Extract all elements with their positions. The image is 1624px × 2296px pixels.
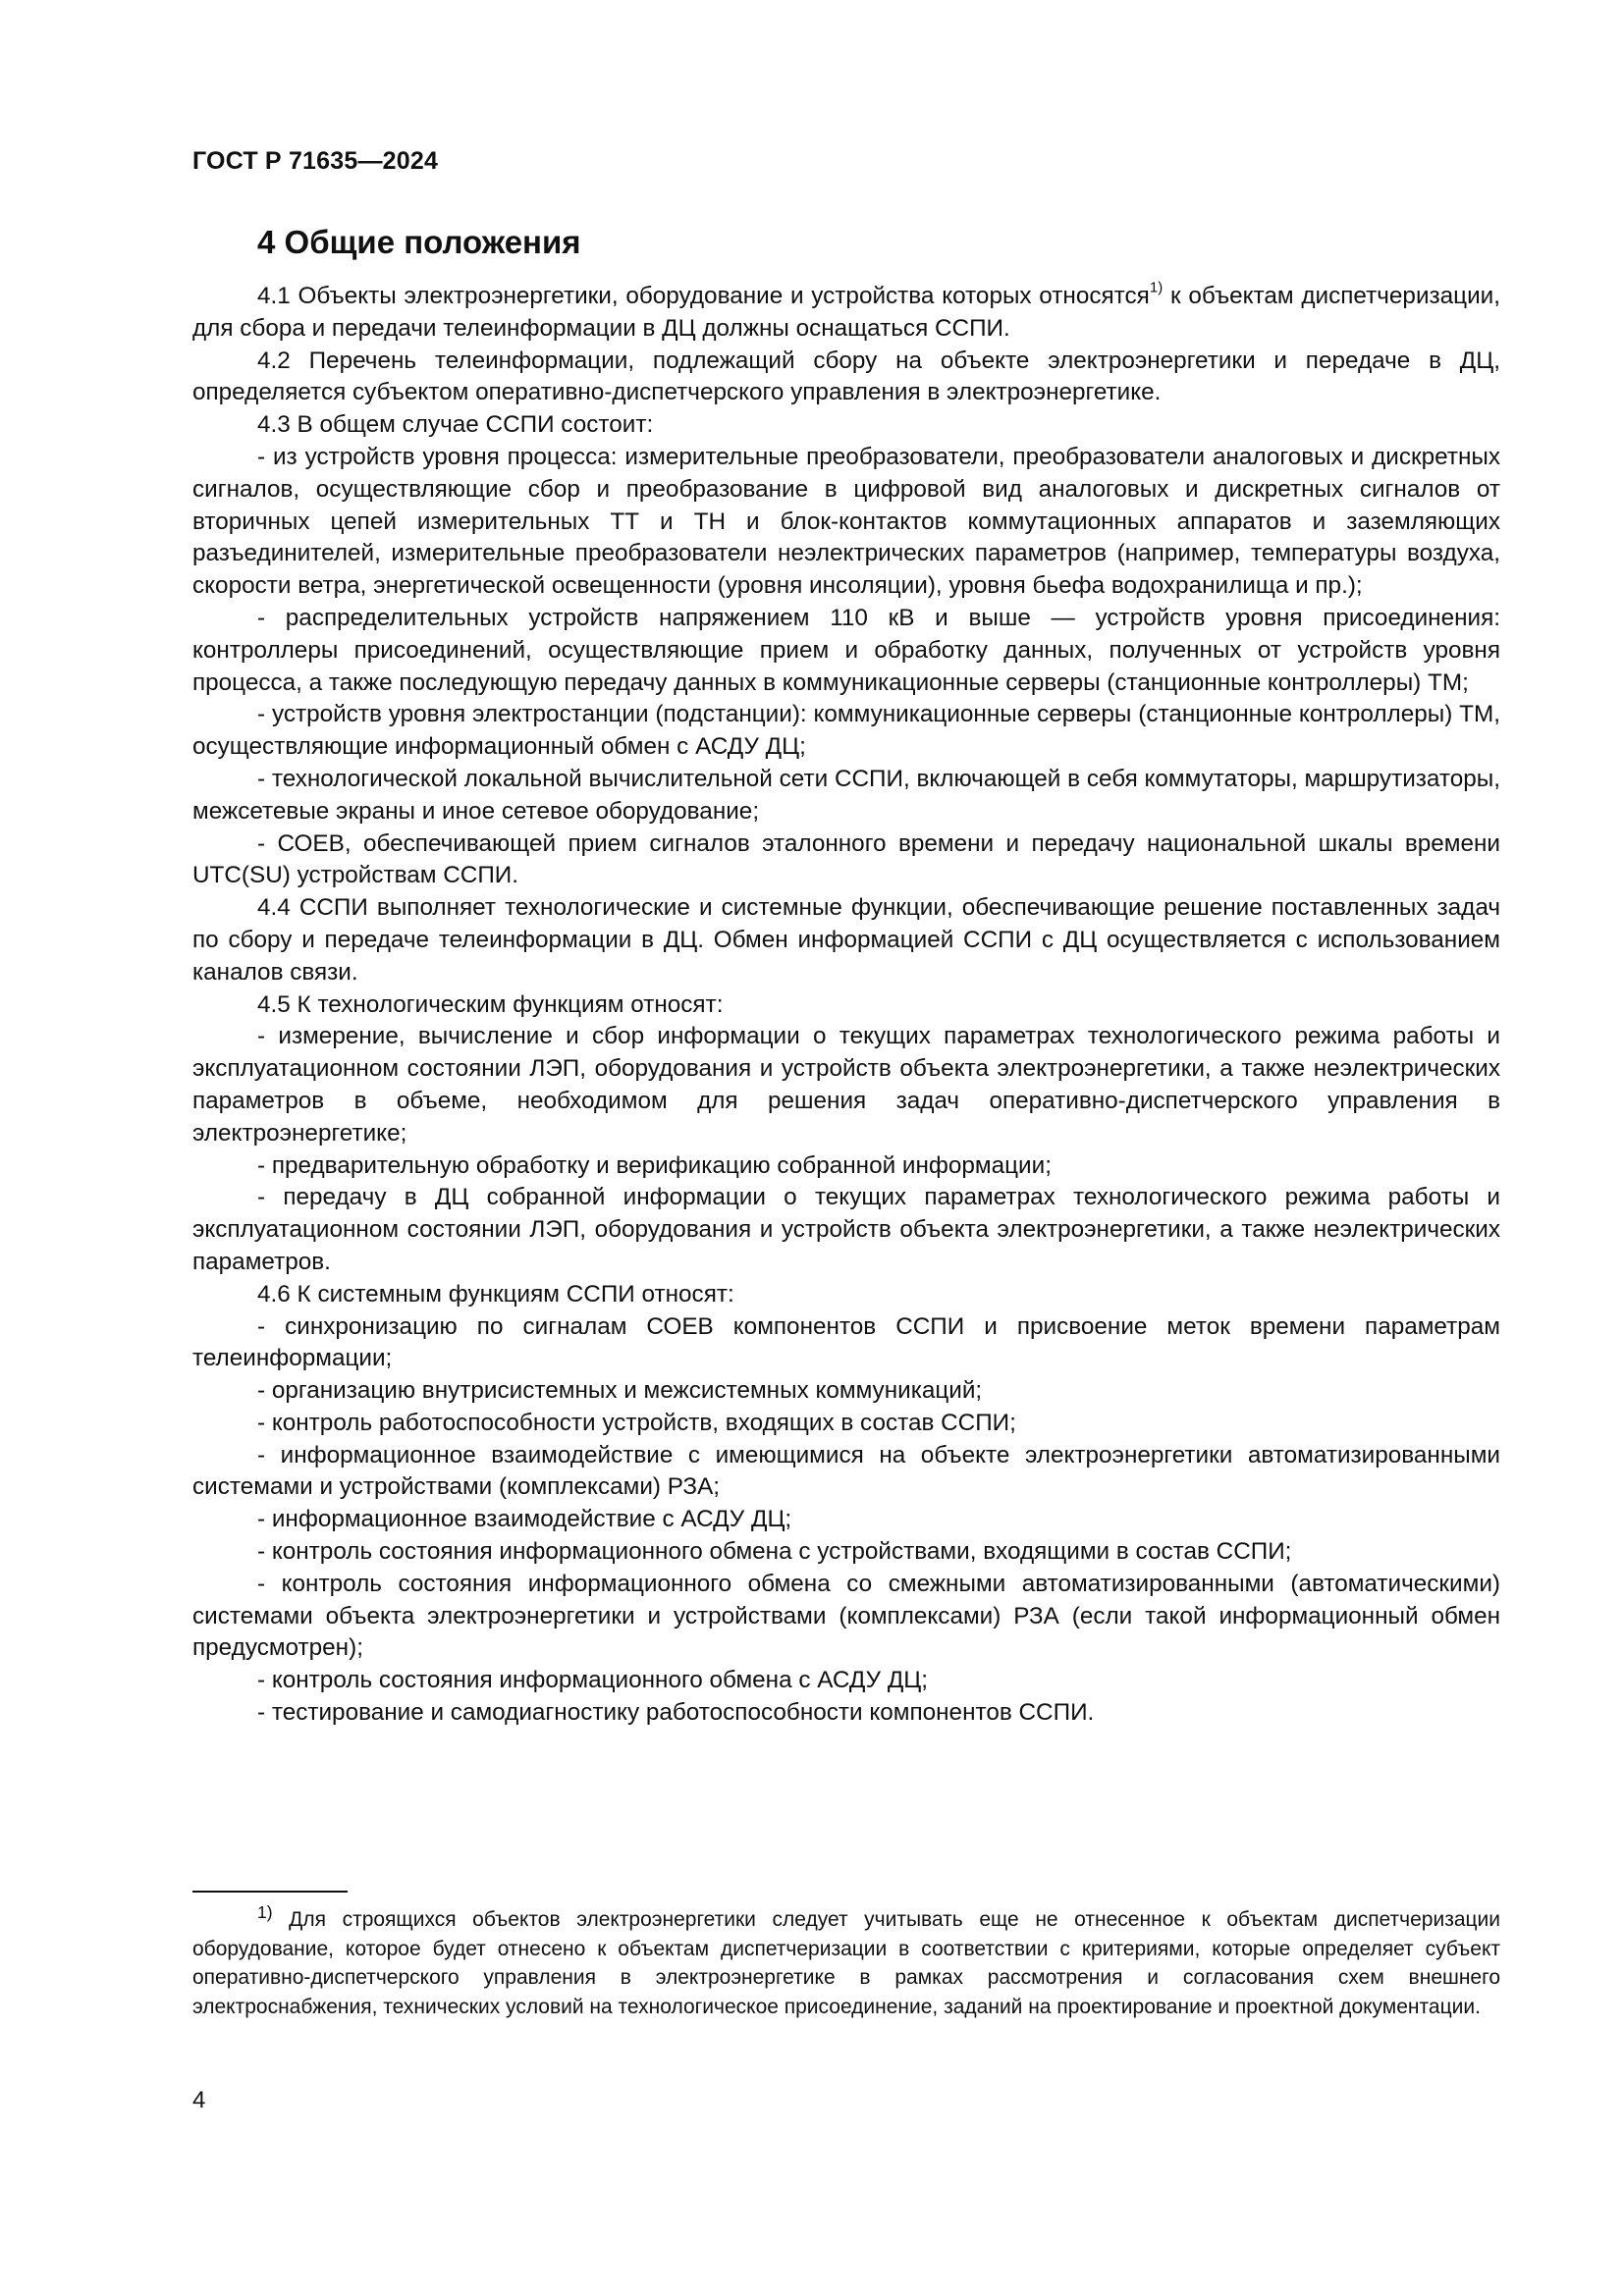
page-number: 4 bbox=[192, 2087, 206, 2113]
paragraph-4-1 bbox=[192, 281, 1500, 346]
paragraph-text: К технологическим функциям относят: bbox=[297, 990, 724, 1018]
section-heading: 4 Общие положения bbox=[257, 224, 581, 260]
paragraph-4-5 bbox=[192, 989, 1500, 1022]
footnote-marker: 1) bbox=[257, 1902, 273, 1922]
list-item: - организацию внутрисистемных и межсистемных коммуникаций; bbox=[257, 1377, 983, 1405]
list-item: - контроль состояния информационного обмена со смежными автоматизированными (автоматическими) системами объекта электроэнергетики и устройствами (комплексами) РЗА (если такой информационный обмен предусмотрен); bbox=[192, 1570, 1500, 1662]
footnote-reference: 1) bbox=[1149, 279, 1164, 296]
list-item: - контроль состояния информационного обмена с устройствами, входящими в состав ССПИ; bbox=[257, 1538, 1292, 1566]
paragraph-4-4 bbox=[192, 892, 1500, 988]
paragraph-number: 4.6 bbox=[257, 1280, 291, 1308]
paragraph-number: 4.1 bbox=[257, 283, 291, 309]
list-item: - технологической локальной вычислительной сети ССПИ, включающей в себя коммутаторы, маршрутизаторы, межсетевые экраны и иное сетевое оборудование; bbox=[192, 765, 1500, 825]
paragraph-4-6 bbox=[192, 1279, 1500, 1311]
list-item: - из устройств уровня процесса: измерительные преобразователи, преобразователи аналоговых и дискретных сигналов, осуществляющие сбор и преобразование в цифровой вид аналоговых и дискретных сигналов от вторичных цепей измерительных ТТ и ТН и блок-контактов коммутационных аппаратов и заземляющих разъединителей, измерительные преобразователи неэлектрических параметров (например, температуры воздуха, скорости ветра, энергетической освещенности (уровня инсоляции), уровня бьефа водохранилища и пр.); bbox=[192, 443, 1500, 600]
list-item: - контроль работоспособности устройств, входящих в состав ССПИ; bbox=[257, 1409, 1016, 1436]
footnote-body: Для строящихся объектов электроэнергетики следует учитывать еще не отнесенное к объектам диспетчеризации оборудование, которое будет отнесено к объектам диспетчеризации в соответствии с критериями, которые определяет субъект оперативно-диспетчерского управления в электроэнергетике в рамках рассмотрения и согласования схем внешнего электроснабжения, технических условий на технологическое присоединение, заданий на проектирование и проектной документации. bbox=[192, 1908, 1500, 2018]
paragraph-number: 4.4 bbox=[257, 894, 291, 922]
list-item: - синхронизацию по сигналам СОЕВ компонентов ССПИ и присвоение меток времени параметрам телеинформации; bbox=[192, 1312, 1500, 1372]
list-item: - СОЕВ, обеспечивающей прием сигналов эталонного времени и передачу национальной шкалы времени UTC(SU) устройствам ССПИ. bbox=[192, 829, 1500, 889]
paragraph-4-2 bbox=[192, 346, 1500, 410]
paragraph-text: К системным функциям ССПИ относят: bbox=[297, 1280, 734, 1308]
list-item: - передачу в ДЦ собранной информации о текущих параметрах технологического режима работы и эксплуатационном состоянии ЛЭП, оборудования и устройств объекта электроэнергетики, а также неэлектрических параметров. bbox=[192, 1184, 1500, 1275]
paragraph-text: Объекты электроэнергетики, оборудование и устройства которых относятся bbox=[298, 283, 1150, 309]
list-item: - информационное взаимодействие с АСДУ ДЦ; bbox=[257, 1506, 792, 1533]
list-item: - измерение, вычисление и сбор информации о текущих параметрах технологического режима работы и эксплуатационном состоянии ЛЭП, оборудования и устройств объекта электроэнергетики, а также неэлектрических параметров в объеме, необходимом для решения задач оперативно-диспетчерского управления в электроэнергетике; bbox=[192, 1023, 1500, 1147]
footnote bbox=[192, 1898, 1500, 2021]
list-item: - информационное взаимодействие с имеющимися на объекте электроэнергетики автоматизированными системами и устройствами (комплексами) РЗА; bbox=[192, 1441, 1500, 1501]
paragraph-number: 4.3 bbox=[257, 411, 291, 439]
footnote-text bbox=[192, 1898, 1500, 2021]
paragraph-text: В общем случае ССПИ состоит: bbox=[297, 411, 654, 439]
paragraph-number: 4.5 bbox=[257, 990, 291, 1018]
list-item: - устройств уровня электростанции (подстанции): коммуникационные серверы (станционные контроллеры) ТМ, осуществляющие информационный обмен с АСДУ ДЦ; bbox=[192, 701, 1500, 761]
paragraph-text: Перечень телеинформации, подлежащий сбору на объекте электроэнергетики и передаче в ДЦ, определяется субъектом оперативно-диспетчерского управления в электроэнергетике. bbox=[192, 347, 1500, 406]
paragraph-text: ССПИ выполняет технологические и системные функции, обеспечивающие решение поставленных задач по сбору и передаче телеинформации в ДЦ. Обмен информацией ССПИ с ДЦ осуществляется с использованием каналов связи. bbox=[192, 894, 1500, 986]
list-item: - предварительную обработку и верификацию собранной информации; bbox=[257, 1151, 1052, 1179]
list-item: - тестирование и самодиагностику работоспособности компонентов ССПИ. bbox=[257, 1699, 1095, 1727]
paragraph-text: к объектам диспетчеризации, для сбора и передачи телеинформации в ДЦ должны оснащаться ССПИ. bbox=[192, 283, 1500, 342]
paragraph-4-3 bbox=[192, 409, 1500, 442]
section-body bbox=[192, 281, 1500, 1730]
paragraph-number: 4.2 bbox=[257, 347, 291, 374]
footnote-divider bbox=[192, 1891, 348, 1893]
list-item: - контроль состояния информационного обмена с АСДУ ДЦ; bbox=[257, 1667, 929, 1694]
page-header-doc-code: ГОСТ Р 71635—2024 bbox=[192, 147, 439, 175]
list-item: - распределительных устройств напряжением 110 кВ и выше — устройств уровня присоединения: контроллеры присоединений, осуществляющие прием и обработку данных, полученных от устройств уровня процесса, а также последующую передачу данных в коммуникационные серверы (станционные контроллеры) ТМ; bbox=[192, 604, 1500, 696]
